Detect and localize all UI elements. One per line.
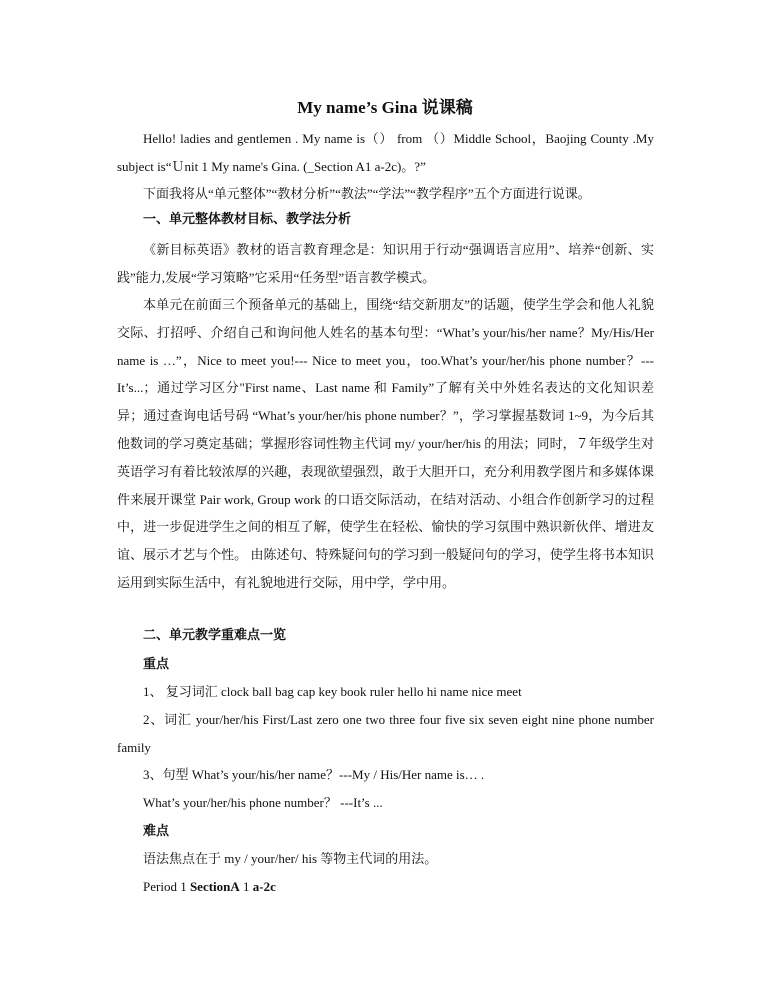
section-heading-1: 一、单元整体教材目标、教学法分析: [143, 211, 352, 226]
key-point-vocab-new: 2、词汇 your/her/his First/Last zero one two three four five six seven eight nine phone number family: [117, 712, 654, 755]
difficult-point-grammar: 语法焦点在于 my / your/her/ his 等物主代词的用法。: [143, 851, 438, 866]
intro-paragraph-english: Hello! ladies and gentlemen . My name is（） from （）Middle School，Baojing County .My subject is“Ｕnit 1 My name's Gina. (_Section A1 a-2c)。?”: [117, 131, 654, 174]
paragraph-unit-analysis: 本单元在前面三个预备单元的基础上，围绕“结交新朋友”的话题，使学生学会和他人礼貌交际、打招呼、介绍自己和询问他人姓名的基本句型：“What’s your/his/her name？My/His/Her name is …”，Nice to meet you!--- Nice to meet you，too.What’s your/her/his phone number？--- It’s...；通过学习区分"First name、Last name 和 Family”了解有关中外姓名表达的文化知识差异；通过查询电话号码 “What’s your/her/his phone number？”，学习掌握基数词 1~9，为今后其他数词的学习奠定基础；掌握形容词性物主代词 my/ your/her/his 的用法；同时，７年级学生对英语学习有着比较浓厚的兴趣，表现欲望强烈，敢于大胆开口，充分利用教学图片和多媒体课件来展开课堂 Pair work, Group work 的口语交际活动，在结对活动、小组合作创新学习的过程中，进一步促进学生之间的相互了解，使学生在轻松、愉快的学习氛围中熟识新伙伴、增进友谊、展示才艺与个性。 由陈述句、特殊疑问句的学习到一般疑问句的学习，使学生将书本知识运用到实际生活中，有礼貌地进行交际，用中学，学中用。: [117, 297, 655, 590]
intro-paragraph-outline: 下面我将从“单元整体”“教材分析”“教法”“学法”“教学程序”五个方面进行说课。: [143, 186, 591, 201]
paragraph-teaching-philosophy: 《新目标英语》教材的语言教育理念是：知识用于行动“强调语言应用”、培养“创新、实践”能力,发展“学习策略”它采用“任务型”语言教学模式。: [117, 242, 654, 285]
period-mid: 1: [239, 879, 253, 894]
period-prefix: Period 1: [143, 879, 190, 894]
key-point-vocab-review: 1、 复习词汇 clock ball bag cap key book ruler hello hi name nice meet: [143, 684, 522, 699]
period-section: SectionA: [189, 879, 240, 894]
document-title: My name’s Gina 说课稿: [297, 98, 473, 117]
key-point-phone-question: What’s your/her/his phone number？ ---It’s ...: [143, 795, 383, 810]
key-point-sentence-patterns: 3、句型 What’s your/his/her name？---My / His/Her name is… .: [143, 767, 485, 782]
section-heading-2: 二、单元教学重难点一览: [143, 627, 287, 642]
period-heading: [143, 877, 276, 897]
key-points-label: 重点: [143, 656, 170, 671]
difficult-points-label: 难点: [143, 823, 170, 838]
period-range: a-2c: [252, 879, 276, 894]
